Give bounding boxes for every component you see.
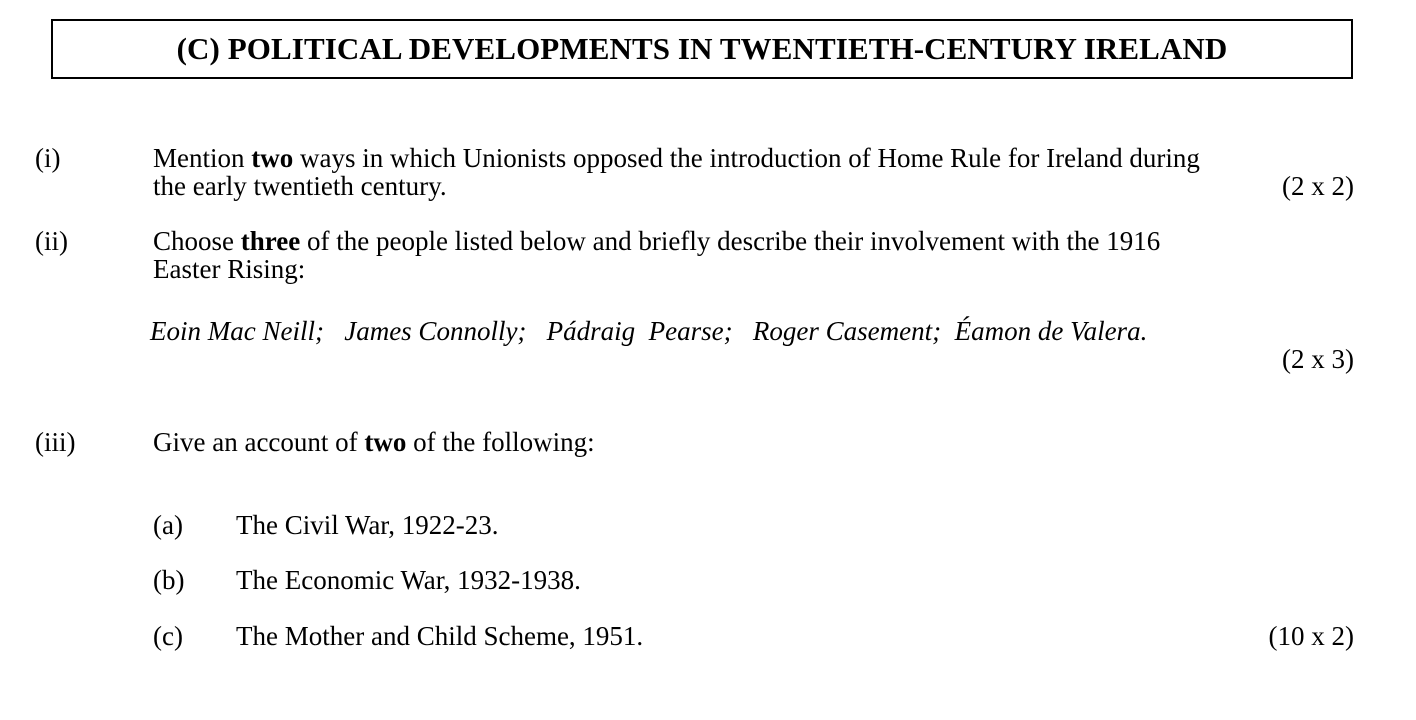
people-list: Eoin Mac Neill; James Connolly; Pádraig Pearse; Roger Casement; Éamon de Valera. (150, 316, 1148, 346)
question-iii-emphasis: two (364, 427, 407, 457)
option-text-b: The Economic War, 1932-1938. (236, 565, 581, 595)
question-i-text-post: ways in which Unionists opposed the introduction of Home Rule for Ireland during (293, 143, 1200, 173)
option-letter-b: (b) (153, 565, 185, 595)
question-ii-line-2: Easter Rising: (153, 254, 306, 284)
question-i-emphasis: two (251, 143, 294, 173)
question-number-iii: (iii) (35, 427, 76, 457)
question-i-line-2: the early twentieth century. (153, 171, 447, 201)
option-letter-c: (c) (153, 621, 183, 651)
question-ii-text-pre: Choose (153, 226, 241, 256)
section-title (51, 19, 1353, 79)
question-ii-line-1 (153, 227, 1353, 255)
question-iii-text-pre: Give an account of (153, 427, 365, 457)
question-i-marks: (2 x 2) (1282, 171, 1354, 201)
option-letter-a: (a) (153, 510, 183, 540)
section-title-text: (C) POLITICAL DEVELOPMENTS IN TWENTIETH-CENTURY IRELAND (176, 31, 1228, 66)
question-number-i: (i) (35, 143, 61, 173)
option-text-a: The Civil War, 1922-23. (236, 510, 499, 540)
question-iii-marks: (10 x 2) (1268, 621, 1354, 651)
question-ii-text-post: of the people listed below and briefly describe their involvement with the 1916 (300, 226, 1161, 256)
question-number-ii: (ii) (35, 226, 68, 256)
question-ii-emphasis: three (240, 226, 301, 256)
question-i-line-1 (153, 144, 1353, 172)
question-i-text-pre: Mention (153, 143, 252, 173)
question-iii-text-post: of the following: (406, 427, 595, 457)
question-iii-line-1 (153, 428, 1353, 456)
question-ii-marks: (2 x 3) (1282, 344, 1354, 374)
option-text-c: The Mother and Child Scheme, 1951. (236, 621, 644, 651)
